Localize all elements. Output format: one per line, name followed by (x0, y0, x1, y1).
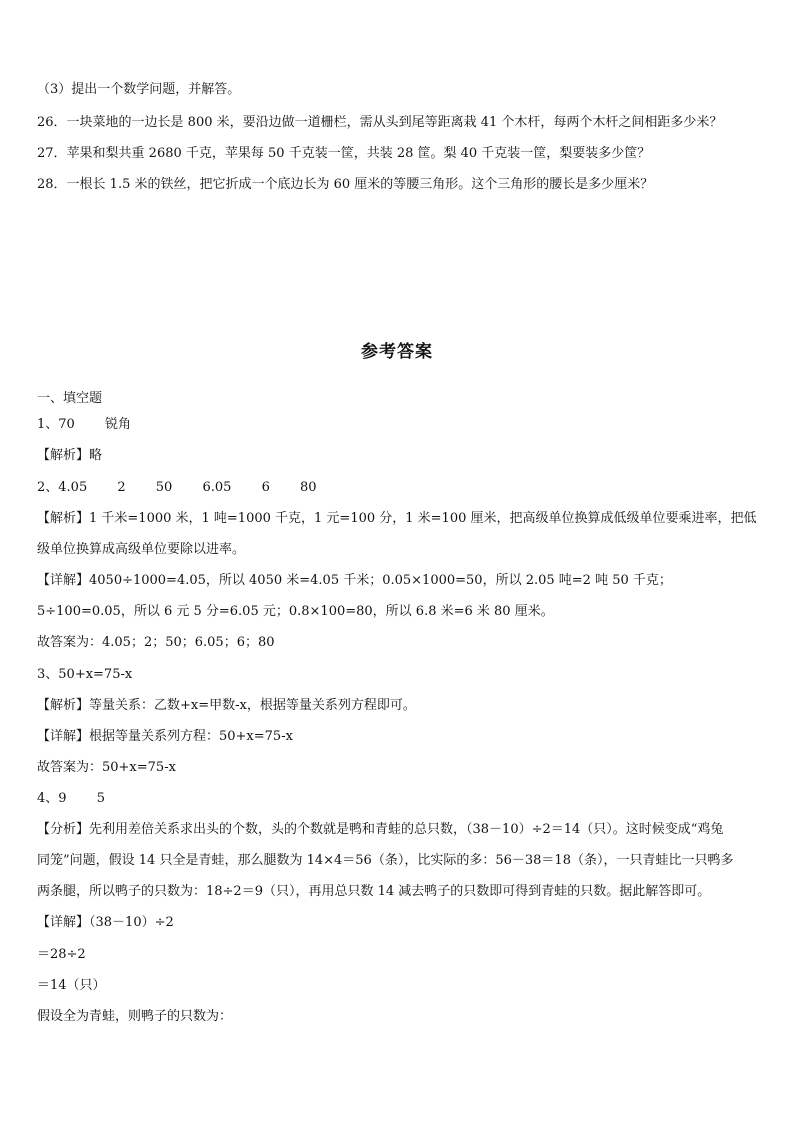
answer-2-detail-line-2: 5÷100=0.05，所以 6 元 5 分=6.05 元；0.8×100=80，所以 6.8 米=6 米 80 厘米。 (37, 604, 554, 619)
answer-4-detail-line-2: ＝28÷2 (37, 947, 86, 962)
answer-4-detail-line-3: ＝14（只） (37, 978, 106, 993)
answer-4-num: 4、9 (37, 791, 67, 806)
answer-4-analysis-line-1: 【分析】先利用差倍关系求出头的个数，头的个数就是鸭和青蛙的总只数，（38－10）÷2＝14（只）。这时候变成“鸡兔 (37, 822, 724, 837)
answer-3-detail: 【详解】根据等量关系列方程：50+x=75-x (37, 729, 293, 744)
answer-2-value-3: 6.05 (202, 480, 232, 495)
answer-4-value: 5 (96, 791, 105, 806)
answer-1 (37, 416, 761, 434)
question-27: 27．苹果和梨共重 2680 千克，苹果每 50 千克装一筐，共装 28 筐。梨 40 千克装一筐，梨要装多少筐？ (37, 146, 651, 161)
answer-4-analysis-line-3: 两条腿，所以鸭子的只数为：18÷2＝9（只），再用总只数 14 减去鸭子的只数即可得到青蛙的只数。据此解答即可。 (37, 884, 711, 899)
answer-2-value-5: 80 (299, 480, 317, 495)
answer-4-detail-line-1: 【详解】（38－10）÷2 (37, 915, 174, 930)
section-heading-fill-in: 一、填空题 (37, 391, 103, 406)
answer-3-analysis: 【解析】等量关系：乙数+x=甲数-x，根据等量关系列方程即可。 (37, 698, 416, 713)
answer-4 (37, 790, 761, 808)
answer-2-analysis-line-2: 级单位换算成高级单位要除以进率。 (37, 542, 246, 557)
answer-2-value-4: 6 (261, 480, 270, 495)
answer-1-value: 锐角 (104, 417, 131, 432)
answers-title: 参考答案 (361, 342, 433, 362)
answer-4-analysis-line-2: 同笼”问题，假设 14 只全是青蛙，那么腿数为 14×4＝56（条），比实际的多：56－38＝18（条），一只青蛙比一只鸭多 (37, 853, 734, 868)
answer-3: 3、50+x=75-x (37, 667, 133, 682)
answer-2-num: 2、4.05 (37, 480, 88, 495)
answer-2-value-1: 2 (117, 480, 126, 495)
question-25-part-3: （3）提出一个数学问题，并解答。 (37, 82, 241, 97)
question-28: 28．一根长 1.5 米的铁丝，把它折成一个底边长为 60 厘米的等腰三角形。这个三角形的腰长是多少厘米？ (37, 177, 654, 192)
answer-2-detail-line-1: 【详解】4050÷1000=4.05，所以 4050 米=4.05 千米；0.05×1000=50，所以 2.05 吨=2 吨 50 千克； (37, 573, 672, 588)
answer-3-result: 故答案为：50+x=75-x (37, 760, 176, 775)
answer-2-result: 故答案为：4.05；2；50；6.05；6；80 (37, 635, 275, 650)
answer-2-analysis-line-1: 【解析】1 千米=1000 米，1 吨=1000 千克，1 元=100 分，1 米=100 厘米，把高级单位换算成低级单位要乘进率，把低 (37, 511, 757, 526)
answer-2 (37, 479, 761, 497)
answer-1-analysis: 【解析】略 (37, 448, 103, 463)
answer-1-num: 1、70 (37, 417, 75, 432)
answer-2-value-2: 50 (155, 480, 173, 495)
question-26: 26．一块菜地的一边长是 800 米，要沿边做一道栅栏，需从头到尾等距离栽 41 个木杆，每两个木杆之间相距多少米？ (37, 115, 723, 130)
answer-4-detail-line-4: 假设全为青蛙，则鸭子的只数为： (37, 1009, 233, 1024)
